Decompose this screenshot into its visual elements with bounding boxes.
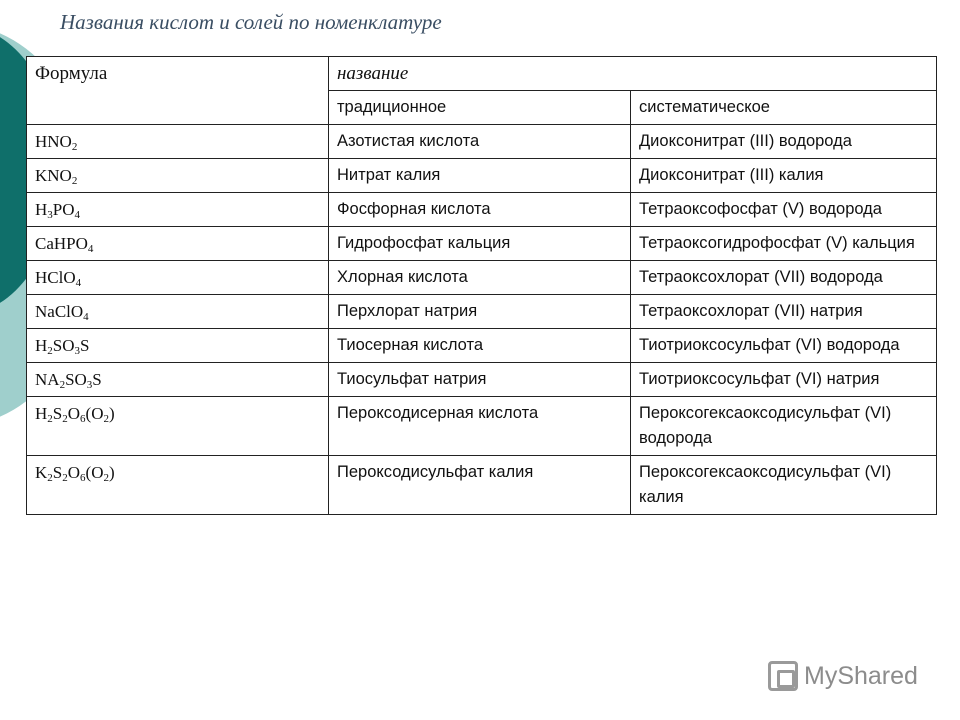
formula-text: K: [35, 463, 48, 482]
slide-title: Названия кислот и солей по номенклатуре: [60, 10, 442, 34]
formula-cell: [27, 261, 329, 295]
formula-subscript: 6: [80, 472, 86, 484]
formula-cell: [27, 397, 329, 456]
nomenclature-table: [26, 56, 937, 515]
formula-text: O: [67, 404, 81, 423]
table-header-row: [27, 57, 937, 91]
formula-cell: [27, 295, 329, 329]
formula-text: S: [92, 370, 102, 389]
formula-text: HNO: [35, 132, 72, 151]
systematic-name-cell: Диоксонитрат (III) водорода: [631, 125, 937, 159]
formula-subscript: 2: [103, 472, 109, 484]
traditional-name-cell: Хлорная кислота: [329, 261, 631, 295]
systematic-name-cell: Пероксогексаоксодисульфат (VI) калия: [631, 456, 937, 515]
table-row: [27, 363, 937, 397]
formula-subscript: 2: [103, 413, 109, 425]
table-row: [27, 295, 937, 329]
formula-text: NaClO: [35, 302, 84, 321]
traditional-name-cell: Нитрат калия: [329, 159, 631, 193]
formula-text: SO: [65, 370, 87, 389]
formula-text: O: [67, 463, 81, 482]
formula-subscript: 2: [62, 472, 68, 484]
formula-text: PO: [52, 200, 75, 219]
formula-subscript: 6: [80, 413, 86, 425]
traditional-name-cell: Фосфорная кислота: [329, 193, 631, 227]
formula-text: SO: [52, 336, 75, 355]
systematic-name-cell: Тиотриоксосульфат (VI) водорода: [631, 329, 937, 363]
header-formula: Формула: [27, 57, 329, 125]
formula-text: S: [52, 463, 63, 482]
systematic-name-cell: Тетраоксофосфат (V) водорода: [631, 193, 937, 227]
formula-cell: [27, 456, 329, 515]
header-name: название: [329, 57, 937, 91]
formula-cell: [27, 193, 329, 227]
formula-subscript: 2: [47, 413, 53, 425]
formula-subscript: 4: [87, 243, 94, 255]
table-body: [27, 125, 937, 515]
table-row: [27, 227, 937, 261]
traditional-name-cell: Тиосульфат натрия: [329, 363, 631, 397]
formula-cell: [27, 159, 329, 193]
traditional-name-cell: Пероксодисерная кислота: [329, 397, 631, 456]
table-row: [27, 397, 937, 456]
formula-text: H: [35, 200, 48, 219]
header-systematic: систематическое: [631, 91, 937, 125]
traditional-name-cell: Пероксодисульфат калия: [329, 456, 631, 515]
traditional-name-cell: Перхлорат натрия: [329, 295, 631, 329]
myshared-logo: [768, 656, 918, 696]
formula-subscript: 2: [47, 345, 53, 357]
formula-cell: [27, 363, 329, 397]
traditional-name-cell: Азотистая кислота: [329, 125, 631, 159]
formula-text: ): [108, 404, 115, 423]
formula-text: NA: [35, 370, 60, 389]
table-row: [27, 193, 937, 227]
formula-subscript: 4: [83, 311, 89, 323]
header-traditional: традиционное: [329, 91, 631, 125]
formula-subscript: 3: [47, 209, 53, 221]
formula-text: KNO: [35, 166, 72, 185]
formula-text: (O: [85, 463, 104, 482]
formula-text: CaHPO: [35, 234, 88, 253]
traditional-name-cell: Тиосерная кислота: [329, 329, 631, 363]
systematic-name-cell: Пероксогексаоксодисульфат (VI) водорода: [631, 397, 937, 456]
systematic-name-cell: Тетраоксогидрофосфат (V) кальция: [631, 227, 937, 261]
formula-cell: [27, 227, 329, 261]
table-row: [27, 125, 937, 159]
formula-subscript: 3: [86, 379, 93, 391]
formula-subscript: 2: [47, 472, 53, 484]
formula-text: S: [80, 336, 90, 355]
formula-text: ): [108, 463, 115, 482]
formula-text: S: [52, 404, 63, 423]
formula-subscript: 2: [59, 379, 66, 391]
formula-subscript: 4: [74, 209, 81, 221]
formula-text: (O: [85, 404, 104, 423]
formula-subscript: 4: [75, 277, 82, 289]
systematic-name-cell: Тетраоксохлорат (VII) водорода: [631, 261, 937, 295]
systematic-name-cell: Тиотриоксосульфат (VI) натрия: [631, 363, 937, 397]
formula-subscript: 2: [62, 413, 68, 425]
systematic-name-cell: Тетраоксохлорат (VII) натрия: [631, 295, 937, 329]
systematic-name-cell: Диоксонитрат (III) калия: [631, 159, 937, 193]
formula-text: H: [35, 404, 48, 423]
traditional-name-cell: Гидрофосфат кальция: [329, 227, 631, 261]
table-row: [27, 261, 937, 295]
formula-subscript: 3: [74, 345, 81, 357]
formula-text: HClO: [35, 268, 76, 287]
myshared-logo-icon: [768, 661, 798, 691]
formula-text: H: [35, 336, 48, 355]
formula-cell: [27, 329, 329, 363]
table-row: [27, 329, 937, 363]
table-row: [27, 456, 937, 515]
watermark-text: MyShared: [804, 661, 918, 690]
formula-subscript: 2: [71, 141, 78, 153]
formula-cell: [27, 125, 329, 159]
formula-subscript: 2: [71, 175, 78, 187]
table-row: [27, 159, 937, 193]
